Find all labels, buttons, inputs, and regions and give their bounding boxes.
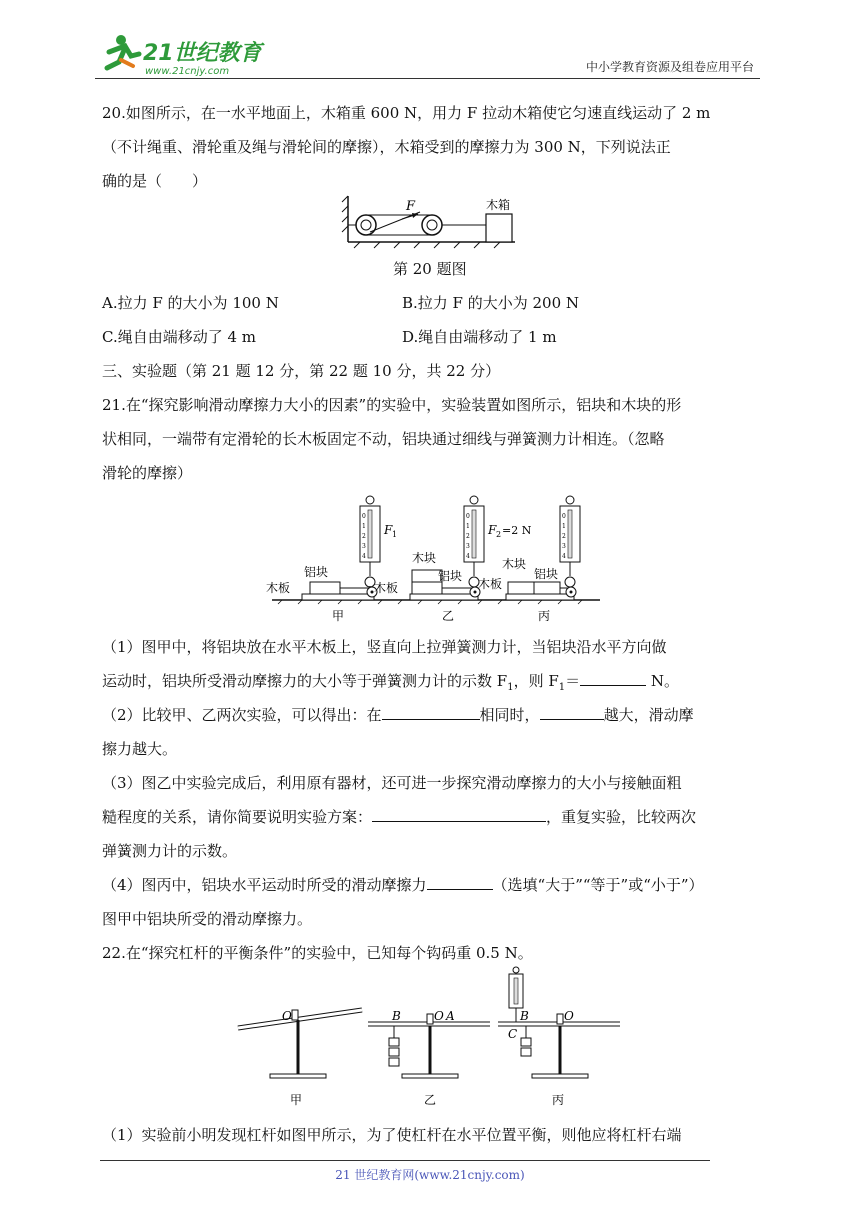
logo-text: 21世纪教育 xyxy=(143,41,262,66)
svg-text:2: 2 xyxy=(466,533,470,540)
spring-scale-yi xyxy=(464,496,484,587)
q21-line1: 21.在“探究影响滑动摩擦力大小的因素”的实验中，实验装置如图所示，铝块和木块的形 xyxy=(102,396,682,414)
svg-text:2: 2 xyxy=(362,533,366,540)
q21-label-wood-yi: 木块 xyxy=(412,551,437,565)
q21-blank-4[interactable] xyxy=(372,803,546,822)
q21-sub3-a: 糙程度的关系，请你简要说明实验方案： xyxy=(102,808,373,826)
q21-sub2-line2: 擦力越大。 xyxy=(102,740,178,758)
q21-blank-2[interactable] xyxy=(382,701,480,720)
svg-text:1: 1 xyxy=(362,523,366,530)
q21-label-alu-bing: 铝块 xyxy=(534,567,559,581)
q21-line3: 滑轮的摩擦） xyxy=(102,464,193,482)
q21-sub2-b: 相同时， xyxy=(479,706,540,724)
svg-text:3: 3 xyxy=(362,543,366,550)
q21-sub4-b: （选填“大于”“等于”或“小于”） xyxy=(492,876,704,894)
logo-url: www.21cnjy.com xyxy=(145,66,230,77)
lever-bing xyxy=(498,967,620,1078)
q21-label-wood-bing: 木块 xyxy=(502,557,527,571)
q21-label-F1: F xyxy=(384,523,393,537)
q22-line1: 22.在“探究杠杆的平衡条件”的实验中，已知每个钩码重 0.5 N。 xyxy=(102,944,533,962)
lever-jia xyxy=(238,1010,362,1078)
q22-label-A-yi: A xyxy=(446,1009,455,1023)
q21-blank-3[interactable] xyxy=(540,701,604,720)
q22-label-B-yi: B xyxy=(392,1009,401,1023)
svg-text:2: 2 xyxy=(562,533,566,540)
q21-label-board-jia: 木板 xyxy=(266,581,291,595)
q21-friction-figure xyxy=(262,490,602,630)
q20-option-a: A.拉力 F 的大小为 100 N xyxy=(102,294,279,312)
q21-sub1-sub2: 1 xyxy=(558,682,566,693)
q20-option-b: B.拉力 F 的大小为 200 N xyxy=(402,294,580,312)
q20-caption: 第 20 题图 xyxy=(393,260,467,278)
q21-sub3-b: ，重复实验，比较两次 xyxy=(546,808,697,826)
q22-label-O-bing: O xyxy=(564,1009,574,1023)
q21-sub3-line1: （3）图乙中实验完成后，利用原有器材，还可进一步探究滑动摩擦力的大小与接触面粗 xyxy=(102,774,682,792)
svg-text:3: 3 xyxy=(466,543,470,550)
header-divider xyxy=(95,78,760,79)
svg-text:0: 0 xyxy=(362,513,366,520)
lever-yi xyxy=(368,1014,490,1078)
q21-sub2-c: 越大，滑动摩 xyxy=(603,706,694,724)
q21-sub1-text: 运动时，铝块所受滑动摩擦力的大小等于弹簧测力计的示数 F xyxy=(102,672,508,690)
svg-text:1: 1 xyxy=(466,523,470,530)
runner-icon xyxy=(107,35,139,68)
footer-text: 21 世纪教育网(www.21cnjy.com) xyxy=(335,1168,525,1182)
q22-caption-bing: 丙 xyxy=(552,1093,565,1107)
q20-fig-F: F xyxy=(406,199,416,214)
q21-sub1-unit: N。 xyxy=(650,672,680,690)
q20-line3: 确的是（ ） xyxy=(102,172,208,190)
q21-sub4-line1 xyxy=(102,868,762,902)
q21-sub1-mid: ，则 F xyxy=(513,672,559,690)
svg-text:4: 4 xyxy=(562,553,566,560)
svg-text:0: 0 xyxy=(562,513,566,520)
q21-label-alu-yi: 铝块 xyxy=(438,569,463,583)
q21-sub3-line2 xyxy=(102,800,762,834)
q22-lever-figure xyxy=(228,966,638,1116)
q21-blank-1[interactable] xyxy=(580,667,646,686)
q21-sub4-a: （4）图丙中，铝块水平运动时所受的滑动摩擦力 xyxy=(102,876,427,894)
svg-text:1: 1 xyxy=(562,523,566,530)
q22-label-O-yi: O xyxy=(434,1009,444,1023)
q21-caption-yi: 乙 xyxy=(442,609,455,623)
site-logo xyxy=(95,32,265,78)
svg-text:4: 4 xyxy=(362,553,366,560)
q21-caption-bing: 丙 xyxy=(538,609,551,623)
q22-sub1-line1: （1）实验前小明发现杠杆如图甲所示，为了使杠杆在水平位置平衡，则他应将杠杆右端 xyxy=(102,1126,682,1144)
q21-sub3-line3: 弹簧测力计的示数。 xyxy=(102,842,238,860)
footer-divider xyxy=(100,1160,710,1161)
q21-label-F1-sub: 1 xyxy=(392,530,398,539)
q20-option-c: C.绳自由端移动了 4 m xyxy=(102,328,257,346)
q21-blank-5[interactable] xyxy=(427,871,493,890)
spring-scale-jia xyxy=(360,496,380,587)
q22-label-C-bing: C xyxy=(508,1027,518,1041)
q21-sub2-line1 xyxy=(102,698,762,732)
q20-pulley-figure xyxy=(340,192,520,250)
svg-text:4: 4 xyxy=(466,553,470,560)
q21-sub2-a: （2）比较甲、乙两次实验，可以得出：在 xyxy=(102,706,382,724)
q21-label-F2-val: =2 N xyxy=(502,524,532,537)
q20-line2: （不计绳重、滑轮重及绳与滑轮间的摩擦），木箱受到的摩擦力为 300 N，下列说法正 xyxy=(102,138,671,156)
q21-caption-jia: 甲 xyxy=(332,609,345,623)
q21-sub1-sub: 1 xyxy=(507,682,514,693)
platform-name: 中小学教育资源及组卷应用平台 xyxy=(585,60,754,74)
q20-option-d: D.绳自由端移动了 1 m xyxy=(402,328,557,346)
q21-label-F2: F xyxy=(488,523,497,537)
q21-label-board-bing: 木板 xyxy=(478,577,503,591)
svg-text:0: 0 xyxy=(466,513,470,520)
q21-sub4-line2: 图甲中铝块所受的滑动摩擦力。 xyxy=(102,910,313,928)
q20-fig-box-label: 木箱 xyxy=(486,198,511,212)
q21-sub1-line1: （1）图甲中，将铝块放在水平木板上，竖直向上拉弹簧测力计，当铝块沿水平方向做 xyxy=(102,638,667,656)
q20-line1: 20.如图所示，在一水平地面上，木箱重 600 N，用力 F 拉动木箱使它匀速直线运动了 2 m xyxy=(102,104,711,122)
q21-label-alu-jia: 铝块 xyxy=(304,565,329,579)
q22-label-B-bing: B xyxy=(520,1009,529,1023)
section-3-heading: 三、实验题（第 21 题 12 分，第 22 题 10 分，共 22 分） xyxy=(102,362,501,380)
spring-scale-bing xyxy=(560,496,580,587)
q22-label-O-jia: O xyxy=(282,1009,292,1023)
svg-text:3: 3 xyxy=(562,543,566,550)
q21-sub1-eq: ＝ xyxy=(565,672,581,690)
q22-caption-yi: 乙 xyxy=(424,1093,437,1107)
q22-caption-jia: 甲 xyxy=(290,1093,303,1107)
q21-label-board-yi: 木板 xyxy=(374,581,399,595)
q21-label-F2-sub: 2 xyxy=(496,530,502,539)
q21-line2: 状相同，一端带有定滑轮的长木板固定不动，铝块通过细线与弹簧测力计相连。（忽略 xyxy=(102,430,665,448)
